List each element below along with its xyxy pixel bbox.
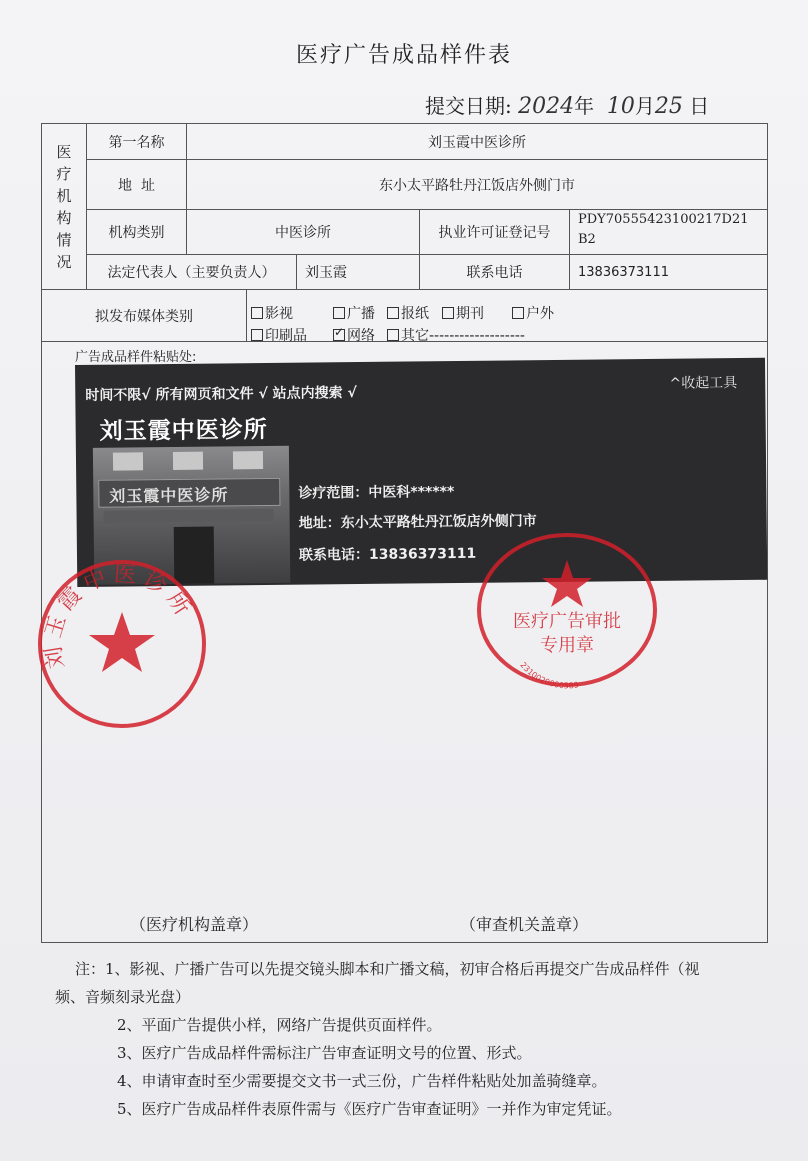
date-label: 提交日期: [425,94,512,118]
name-value: 刘玉霞中医诊所 [187,124,767,160]
approval-seal-stamp [475,530,660,690]
pasted-ad-screenshot [75,358,767,587]
address-value: 东小太平路牡丹江饭店外侧门市 [187,160,767,210]
other-blank-line: ------------------- [429,328,525,344]
storefront-sign: 刘玉霞中医诊所 [98,478,280,508]
type-value: 中医诊所 [187,210,420,255]
clinic-name-heading: 刘玉霞中医诊所 [99,416,268,445]
date-year-unit: 年 [574,94,595,118]
checkbox-periodical[interactable] [442,307,454,319]
date-month: 10 [606,94,635,119]
media-option-other[interactable]: 其它------------------- [387,325,525,345]
license-label: 执业许可证登记号 [420,210,570,255]
checkbox-outdoor[interactable] [512,307,524,319]
media-option-internet[interactable]: ✓ 网络 [333,325,375,345]
name-label: 第一名称 [87,124,187,160]
note-line: 5、医疗广告成品样件表原件需与《医疗广告审查证明》一并作为审定凭证。 [117,1100,622,1118]
media-option-newspaper[interactable]: 报纸 [387,303,429,323]
checkbox-internet-checked[interactable] [333,329,345,341]
form-title: 医疗广告成品样件表 [295,43,512,68]
search-filter-bar: 时间不限√ 所有网页和文件 √ 站点内搜索 √ [85,385,357,404]
media-option-radio[interactable]: 广播 [333,303,375,323]
paste-area-label: 广告成品样件粘贴处: [75,350,197,365]
note-line: 4、申请审查时至少需要提交文书一式三份，广告样件粘贴处加盖骑缝章。 [117,1072,607,1090]
date-month-unit: 月 [634,94,655,118]
note-line: 频、音频刻录光盘） [55,988,191,1006]
note-line: 2、平面广告提供小样，网络广告提供页面样件。 [117,1016,442,1034]
photo-window [233,451,263,469]
institution-seal-caption: （医疗机构盖章） [130,915,259,934]
review-seal-caption: （审查机关盖章） [460,915,589,934]
date-day-unit: 日 [689,94,710,118]
phone-value: 13836373111 [570,255,767,290]
legal-rep-label: 法定代表人（主要负责人） [87,255,297,290]
institution-section-label: 医 疗 机 构 情 况 [42,124,87,290]
approval-seal-number: 2310020000589 [518,660,580,690]
submission-date [425,90,709,119]
clinic-seal-stamp [35,557,210,732]
address-text: 地址：东小太平路牡丹江饭店外侧门市 [298,513,537,532]
storefront-banner [104,509,274,523]
phone-label: 联系电话 [420,255,570,290]
checkbox-film[interactable] [251,307,263,319]
license-value: PDY70555423100217D21 B2 [570,210,767,255]
photo-window [173,452,203,470]
checkbox-print[interactable] [251,329,263,341]
svg-text:2310020000589 [518,660,579,690]
checkbox-other[interactable] [387,329,399,341]
note-line: 3、医疗广告成品样件需标注广告审查证明文号的位置、形式。 [117,1044,532,1062]
media-option-periodical[interactable]: 期刊 [442,303,484,323]
legal-rep-value: 刘玉霞 [297,255,420,290]
scope-text: 诊疗范围：中医科****** [298,484,455,502]
type-label: 机构类别 [87,210,187,255]
media-option-print[interactable]: 印刷品 [251,325,307,345]
media-options [247,294,767,342]
address-label: 地 址 [87,160,187,210]
collapse-tools-link: ^收起工具 [669,375,738,392]
media-label: 拟发布媒体类别 [42,290,247,342]
checkbox-radio[interactable] [333,307,345,319]
approval-seal-text-2: 专用章 [540,635,594,656]
note-line: 注：1、影视、广播广告可以先提交镜头脚本和广播文稿，初审合格后再提交广告成品样件（视 [75,960,700,978]
media-option-outdoor[interactable]: 户外 [512,303,554,323]
approval-seal-text-1: 医疗广告审批 [513,611,621,632]
date-year: 2024 [518,94,575,119]
media-option-film[interactable]: 影视 [251,303,293,323]
date-day: 25 [654,94,683,119]
checkbox-newspaper[interactable] [387,307,399,319]
clinic-seal-text: 刘玉霞中医诊所 [40,561,198,671]
photo-window [113,452,143,470]
phone-text: 联系电话：13836373111 [298,545,477,564]
